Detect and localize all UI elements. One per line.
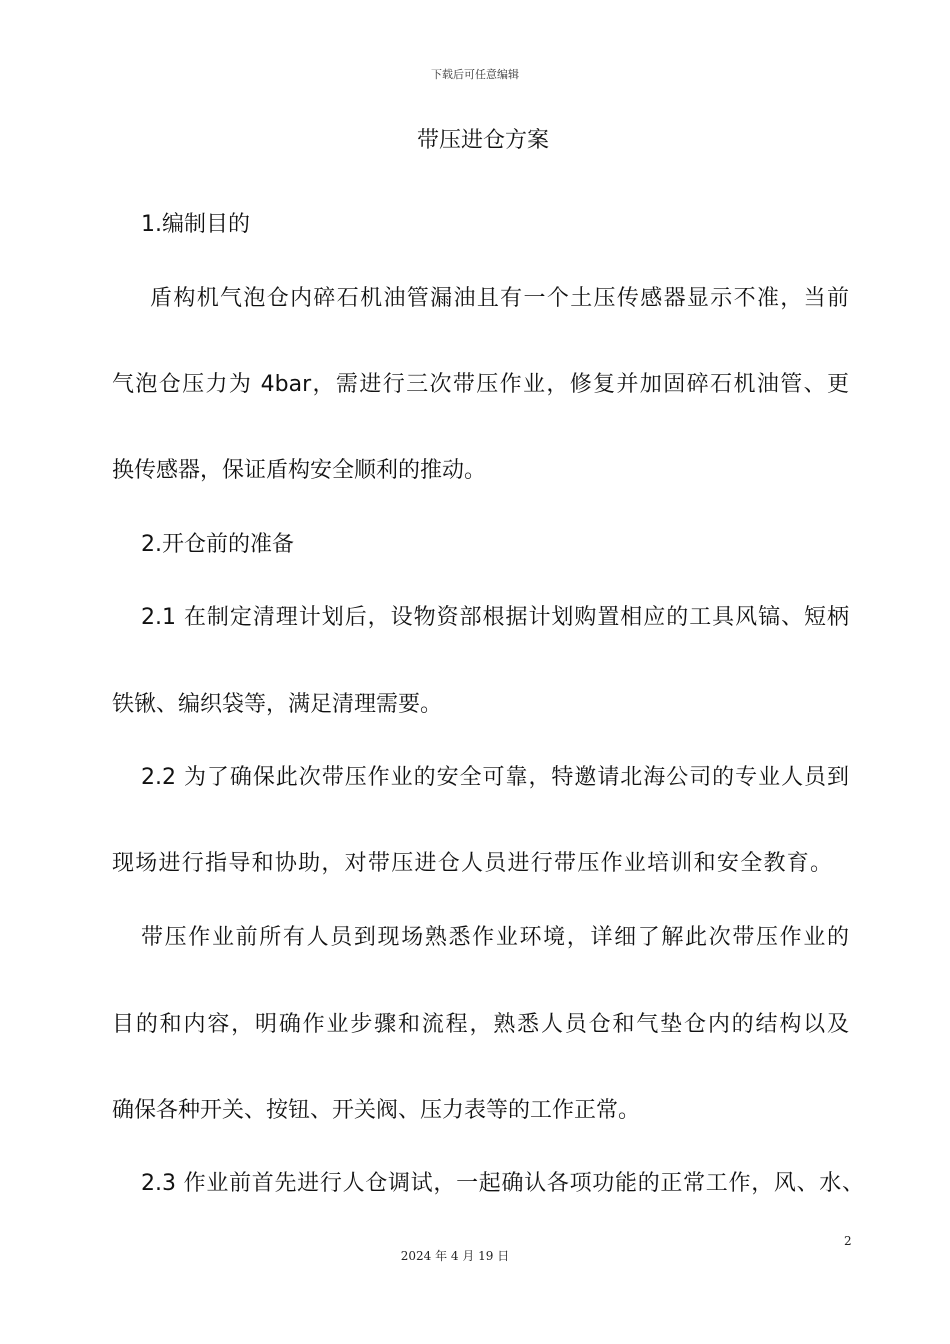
paragraph-line: 换传感器，保证盾构安全顺利的推动。	[112, 458, 487, 483]
section-heading-1: 1.编制目的	[141, 212, 250, 237]
paragraph-line	[112, 370, 849, 400]
paragraph-line	[112, 284, 849, 314]
paragraph-line	[112, 603, 849, 633]
paragraph-line-text: 盾构机气泡仓内碎石机油管漏油且有一个土压传感器显示不准，当前	[150, 286, 849, 311]
header-note: 下载后可任意编辑	[431, 68, 519, 81]
paragraph-line: 确保各种开关、按钮、开关阀、压力表等的工作正常。	[112, 1098, 641, 1123]
page-number: 2	[844, 1234, 852, 1248]
paragraph-line: 铁锹、编织袋等，满足清理需要。	[112, 692, 443, 717]
paragraph-line-text: 气泡仓压力为 4bar，需进行三次带压作业，修复并加固碎石机油管、更	[112, 372, 849, 397]
paragraph-line-text: 2.3 作业前首先进行人仓调试，一起确认各项功能的正常工作，风、水、	[141, 1171, 864, 1196]
paragraph-line-text: 2.1 在制定清理计划后，设物资部根据计划购置相应的工具风镐、短柄	[141, 605, 849, 630]
paragraph-line	[112, 1010, 849, 1040]
paragraph-line	[112, 923, 849, 953]
document-title: 带压进仓方案	[416, 128, 549, 153]
paragraph-line	[112, 1169, 864, 1199]
paragraph-line	[112, 763, 849, 793]
paragraph-line-text: 带压作业前所有人员到现场熟悉作业环境，详细了解此次带压作业的	[141, 925, 849, 950]
paragraph-line-text: 2.2 为了确保此次带压作业的安全可靠，特邀请北海公司的专业人员到	[141, 765, 849, 790]
paragraph-line-text: 现场进行指导和协助，对带压进仓人员进行带压作业培训和安全教育。	[112, 851, 832, 876]
paragraph-line-text: 目的和内容，明确作业步骤和流程，熟悉人员仓和气垫仓内的结构以及	[112, 1012, 849, 1037]
footer-date: 2024 年 4 月 19 日	[400, 1249, 510, 1263]
paragraph-line	[112, 849, 832, 879]
section-heading-2: 2.开仓前的准备	[141, 532, 294, 557]
